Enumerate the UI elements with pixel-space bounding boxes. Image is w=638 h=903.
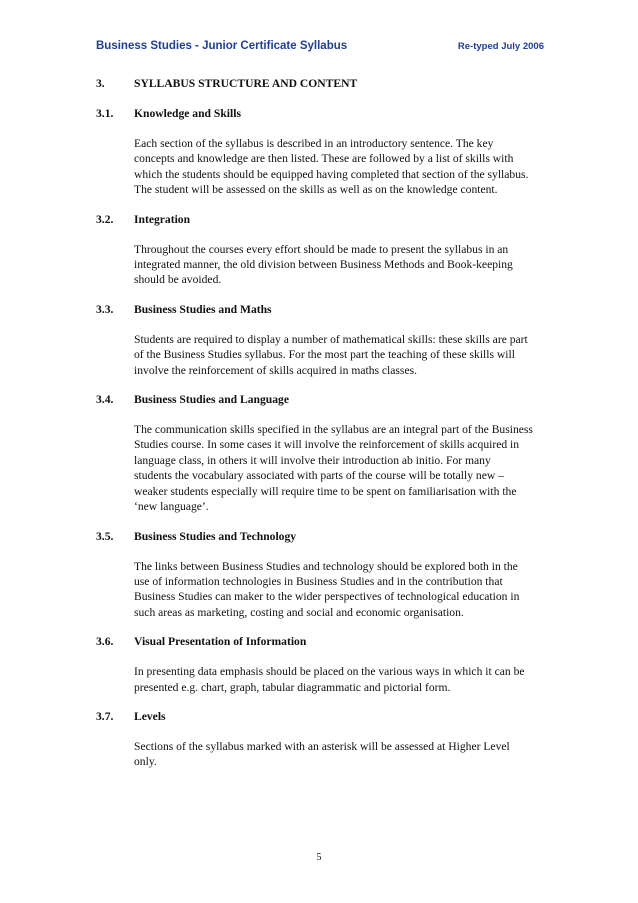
section-3-3 bbox=[96, 302, 552, 378]
section-heading bbox=[96, 212, 552, 228]
section-number: 3.7. bbox=[96, 709, 114, 723]
section-heading bbox=[96, 106, 552, 122]
body-line: involve the reinforcement of skills acquired in maths classes. bbox=[134, 363, 417, 377]
body-line: Sections of the syllabus marked with an asterisk will be assessed at Higher Level bbox=[134, 739, 510, 753]
section-body bbox=[134, 136, 544, 198]
body-line: Throughout the courses every effort should be made to present the syllabus in an bbox=[134, 242, 509, 256]
section-title: Knowledge and Skills bbox=[134, 107, 241, 120]
section-number: 3.5. bbox=[96, 529, 114, 543]
section-heading bbox=[96, 302, 552, 318]
section-title: Business Studies and Language bbox=[134, 393, 289, 407]
body-line: use of information technologies in Business Studies and in the contribution that bbox=[134, 574, 503, 588]
section-title: Business Studies and Technology bbox=[134, 529, 297, 543]
body-line: Each section of the syllabus is described in an introductory sentence. The key bbox=[134, 137, 494, 150]
section-heading bbox=[96, 392, 552, 408]
section-3-5 bbox=[96, 529, 552, 621]
section-number: 3.6. bbox=[96, 635, 114, 649]
body-line: presented e.g. chart, graph, tabular diagrammatic and pictorial form. bbox=[134, 680, 451, 694]
section-heading bbox=[96, 709, 552, 725]
section-number: 3.1. bbox=[96, 107, 114, 120]
body-line: should be avoided. bbox=[134, 273, 222, 287]
body-line: students the vocabulary associated with parts of the course will be totally new – bbox=[134, 469, 504, 483]
body-line: which the students should be equipped having completed that section of the syllabus. bbox=[134, 167, 529, 181]
section-3-2 bbox=[96, 212, 552, 288]
body-line: of the Business Studies syllabus. For the most part the teaching of these skills will bbox=[134, 348, 515, 362]
section-number: 3.4. bbox=[96, 393, 114, 407]
page-header bbox=[96, 40, 544, 56]
document-title: Business Studies - Junior Certificate Syllabus bbox=[96, 40, 348, 52]
main-heading-title: SYLLABUS STRUCTURE AND CONTENT bbox=[134, 77, 358, 90]
section-body bbox=[134, 664, 544, 695]
body-line: The communication skills specified in the syllabus are an integral part of the Business bbox=[134, 423, 533, 437]
section-title: Business Studies and Maths bbox=[134, 302, 272, 316]
page-number: 5 bbox=[316, 852, 322, 863]
document-body bbox=[96, 76, 552, 784]
body-line: The student will be assessed on the skills as well as on the knowledge content. bbox=[134, 183, 498, 197]
main-heading bbox=[96, 76, 552, 92]
body-line: ‘new language’. bbox=[134, 500, 209, 514]
section-heading bbox=[96, 634, 552, 650]
section-title: Levels bbox=[134, 709, 166, 723]
section-title: Visual Presentation of Information bbox=[134, 635, 307, 649]
section-body bbox=[134, 559, 544, 621]
body-line: integrated manner, the old division between Business Methods and Book-keeping bbox=[134, 258, 513, 272]
section-3-1 bbox=[96, 106, 552, 198]
retyped-date: Re-typed July 2006 bbox=[457, 41, 544, 52]
body-line: language class, in others it will involve their introduction ab initio. For many bbox=[134, 453, 491, 467]
body-line: concepts and knowledge are then listed. These are followed by a list of skills with bbox=[134, 152, 514, 166]
section-body bbox=[134, 242, 544, 288]
body-line: Business Studies can maker to the wider perspectives of technological education in bbox=[134, 590, 520, 604]
body-line: The links between Business Studies and technology should be explored both in the bbox=[134, 559, 518, 573]
section-body bbox=[134, 332, 544, 378]
body-line: only. bbox=[134, 755, 157, 769]
section-body bbox=[134, 422, 544, 514]
body-line: Students are required to display a number of mathematical skills: these skills are part bbox=[134, 332, 528, 346]
section-3-7 bbox=[96, 709, 552, 770]
section-body bbox=[134, 739, 544, 770]
body-line: In presenting data emphasis should be placed on the various ways in which it can be bbox=[134, 665, 525, 679]
main-heading-number: 3. bbox=[96, 77, 105, 90]
sections-list bbox=[96, 106, 552, 770]
body-line: such areas as marketing, costing and social and economic organisation. bbox=[134, 605, 464, 619]
body-line: Studies course. In some cases it will involve the reinforcement of skills acquired in bbox=[134, 438, 520, 452]
body-line: weaker students especially will require time to be spent on familiarisation with the bbox=[134, 484, 517, 498]
section-number: 3.2. bbox=[96, 212, 114, 226]
section-3-4 bbox=[96, 392, 552, 514]
section-heading bbox=[96, 529, 552, 545]
section-3-6 bbox=[96, 634, 552, 695]
section-title: Integration bbox=[134, 212, 191, 226]
section-number: 3.3. bbox=[96, 302, 114, 316]
